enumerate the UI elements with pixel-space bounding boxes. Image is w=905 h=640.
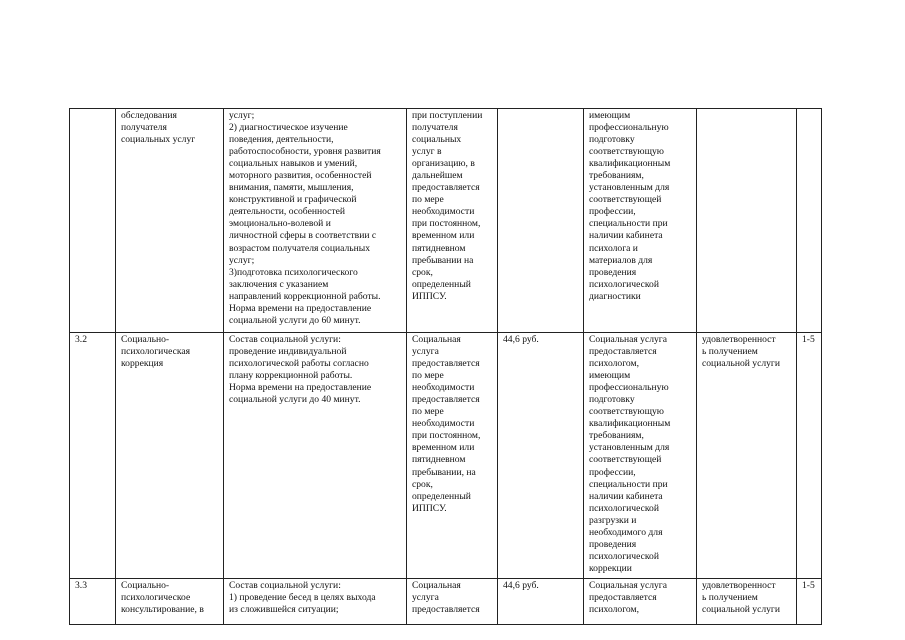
cell-text-line: проведения — [589, 538, 637, 550]
cell-text-line: наличии кабинета — [589, 490, 663, 502]
cell-text-line: возрастом получателя социальных — [229, 242, 370, 254]
cell-text-line: требованиям, — [589, 430, 644, 442]
cell-text-line: срок, — [412, 478, 433, 490]
cell-service-conditions — [584, 333, 697, 579]
cell-text-line: Норма времени на предоставление — [229, 302, 372, 314]
cell-text-line: профессиональную — [589, 122, 669, 134]
cell-text-line: Состав социальной услуги: — [229, 580, 341, 591]
cell-text-line: направлений коррекционной работы. — [229, 290, 381, 302]
cell-text-line: 2) диагностическое изучение — [229, 122, 348, 134]
cell-text-line: психологической — [589, 278, 659, 290]
cell-text-line: психологическая — [121, 346, 191, 358]
cell-text-line: имеющим — [589, 370, 631, 382]
cell-text-line: Состав социальной услуги: — [229, 334, 341, 345]
cell-text-line: при постоянном, — [412, 430, 481, 442]
cell-quality-indicator — [697, 333, 797, 579]
cell-text-line: из сложившейся ситуации; — [229, 604, 339, 616]
cell-text-line: эмоционально-волевой и — [229, 218, 331, 230]
cell-text-line: пятидневном — [412, 454, 466, 466]
cell-service-timing — [407, 109, 498, 333]
cell-text-line: имеющим — [589, 110, 631, 121]
cell-text-line: Социальная услуга — [589, 334, 668, 345]
cell-text-line: личностной сферы в соответствии с — [229, 230, 377, 242]
cell-text-line: получателя — [412, 122, 458, 134]
cell-service-content — [224, 333, 407, 579]
cell-text-line: установленным для — [589, 182, 670, 194]
cell-text-line: соответствующей — [589, 454, 662, 466]
cell-text-line: заключения с указанием — [229, 278, 329, 290]
cell-text-line: необходимости — [412, 418, 475, 430]
cell-text-line: психологической — [589, 550, 659, 562]
cell-text-line: моторного развития, особенностей — [229, 170, 372, 182]
cell-assessment: 1-5 — [797, 579, 822, 625]
cell-service-content — [224, 579, 407, 625]
cell-text-line: конструктивной и графической — [229, 194, 357, 206]
cell-text-line: поведения, деятельности, — [229, 134, 334, 146]
cell-text-line: услуг; — [229, 110, 255, 121]
cell-service-conditions — [584, 109, 697, 333]
cell-service-content — [224, 109, 407, 333]
services-table — [69, 108, 822, 625]
cell-text-line: при постоянном, — [412, 218, 481, 230]
cell-text-line: Социально- — [121, 580, 170, 591]
cell-text-line: коррекции — [589, 562, 632, 574]
cell-text-line: психологической — [589, 502, 659, 514]
cell-service-price: 44,6 руб. — [498, 333, 584, 579]
cell-text-line: Социальная услуга — [589, 580, 668, 591]
cell-text-line: Норма времени на предоставление — [229, 382, 372, 394]
cell-text-line: внимания, памяти, мышления, — [229, 182, 354, 194]
cell-text-line: Социальная — [412, 334, 461, 345]
cell-text-line: социальной услуги до 40 минут. — [229, 394, 361, 406]
cell-service-price: 44,6 руб. — [498, 579, 584, 625]
cell-text-line: необходимости — [412, 206, 475, 218]
cell-text-line: предоставляется — [412, 182, 480, 194]
cell-text-line: проведения — [589, 266, 637, 278]
cell-text-line: консультирование, в — [121, 604, 204, 616]
cell-text-line: удовлетворенност — [702, 580, 776, 591]
cell-text-line: квалификационным — [589, 158, 671, 170]
cell-text-line: необходимости — [412, 382, 475, 394]
cell-text-line: социальных услуг — [121, 134, 196, 146]
cell-text-line: временном или — [412, 442, 475, 454]
table-row — [70, 333, 822, 579]
cell-text-line: предоставляется — [589, 346, 657, 358]
cell-text-line: диагностики — [589, 290, 641, 302]
cell-text-line: ИППСУ. — [412, 290, 447, 302]
cell-text-line: работоспособности, уровня развития — [229, 146, 381, 158]
cell-text-line: Социальная — [412, 580, 461, 591]
cell-text-line: ь получением — [702, 346, 758, 358]
cell-text-line: пребывании на — [412, 254, 474, 266]
cell-service-price — [498, 109, 584, 333]
cell-text-line: определенный — [412, 278, 471, 290]
cell-quality-indicator — [697, 579, 797, 625]
cell-text-line: по мере — [412, 406, 444, 418]
cell-text-line: по мере — [412, 194, 444, 206]
cell-text-line: пребывании, на — [412, 466, 476, 478]
table-body — [70, 109, 822, 625]
cell-assessment — [797, 109, 822, 333]
cell-text-line: деятельности, особенностей — [229, 206, 345, 218]
cell-text-line: установленным для — [589, 442, 670, 454]
cell-text-line: временном или — [412, 230, 475, 242]
cell-text-line: 3)подготовка психологического — [229, 266, 358, 278]
cell-text-line: профессии, — [589, 466, 636, 478]
cell-text-line: квалификационным — [589, 418, 671, 430]
cell-number: 3.2 — [70, 333, 116, 579]
cell-text-line: подготовку — [589, 394, 635, 406]
cell-text-line: психологом, — [589, 604, 639, 616]
cell-text-line: необходимого для — [589, 526, 663, 538]
cell-service-conditions — [584, 579, 697, 625]
cell-service-name — [116, 333, 224, 579]
cell-text-line: срок, — [412, 266, 433, 278]
cell-text-line: определенный — [412, 490, 471, 502]
cell-text-line: предоставляется — [412, 604, 480, 616]
cell-text-line: психологическое — [121, 592, 191, 604]
cell-text-line: социальных — [412, 134, 462, 146]
cell-text-line: профессии, — [589, 206, 636, 218]
cell-service-timing — [407, 579, 498, 625]
cell-text-line: специальности при — [589, 218, 668, 230]
cell-text-line: 1) проведение бесед в целях выхода — [229, 592, 376, 604]
cell-text-line: соответствующую — [589, 406, 664, 418]
cell-text-line: услуга — [412, 346, 439, 358]
cell-text-line: предоставляется — [412, 394, 480, 406]
cell-text-line: услуг в — [412, 146, 442, 158]
cell-assessment: 1-5 — [797, 333, 822, 579]
cell-text-line: коррекция — [121, 358, 164, 370]
cell-text-line: предоставляется — [589, 592, 657, 604]
cell-text-line: социальной услуги до 60 минут. — [229, 314, 361, 326]
cell-number: 3.3 — [70, 579, 116, 625]
cell-text-line: подготовку — [589, 134, 635, 146]
cell-text-line: социальной услуги — [702, 358, 781, 370]
cell-text-line: предоставляется — [412, 358, 480, 370]
table-row — [70, 109, 822, 333]
cell-quality-indicator — [697, 109, 797, 333]
cell-text-line: психолога и — [589, 242, 638, 254]
cell-text-line: ь получением — [702, 592, 758, 604]
cell-service-timing — [407, 333, 498, 579]
cell-text-line: соответствующей — [589, 194, 662, 206]
cell-text-line: соответствующую — [589, 146, 664, 158]
cell-text-line: услуга — [412, 592, 439, 604]
cell-text-line: удовлетворенност — [702, 334, 776, 345]
cell-text-line: наличии кабинета — [589, 230, 663, 242]
cell-text-line: услуг; — [229, 254, 255, 266]
cell-text-line: плану коррекционной работы. — [229, 370, 353, 382]
cell-text-line: психологической работы согласно — [229, 358, 369, 370]
cell-text-line: дальнейшем — [412, 170, 463, 182]
cell-text-line: при поступлении — [412, 110, 483, 121]
cell-text-line: по мере — [412, 370, 444, 382]
cell-text-line: социальных навыков и умений, — [229, 158, 358, 170]
cell-text-line: психологом, — [589, 358, 639, 370]
cell-service-name — [116, 109, 224, 333]
cell-service-name — [116, 579, 224, 625]
cell-text-line: организацию, в — [412, 158, 475, 170]
cell-number — [70, 109, 116, 333]
table-row — [70, 579, 822, 625]
cell-text-line: специальности при — [589, 478, 668, 490]
cell-text-line: получателя — [121, 122, 167, 134]
cell-text-line: Социально- — [121, 334, 170, 345]
cell-text-line: ИППСУ. — [412, 502, 447, 514]
cell-text-line: пятидневном — [412, 242, 466, 254]
cell-text-line: материалов для — [589, 254, 653, 266]
cell-text-line: профессиональную — [589, 382, 669, 394]
cell-text-line: разгрузки и — [589, 514, 637, 526]
cell-text-line: обследования — [121, 110, 177, 121]
cell-text-line: проведение индивидуальной — [229, 346, 347, 358]
cell-text-line: требованиям, — [589, 170, 644, 182]
cell-text-line: социальной услуги — [702, 604, 781, 616]
